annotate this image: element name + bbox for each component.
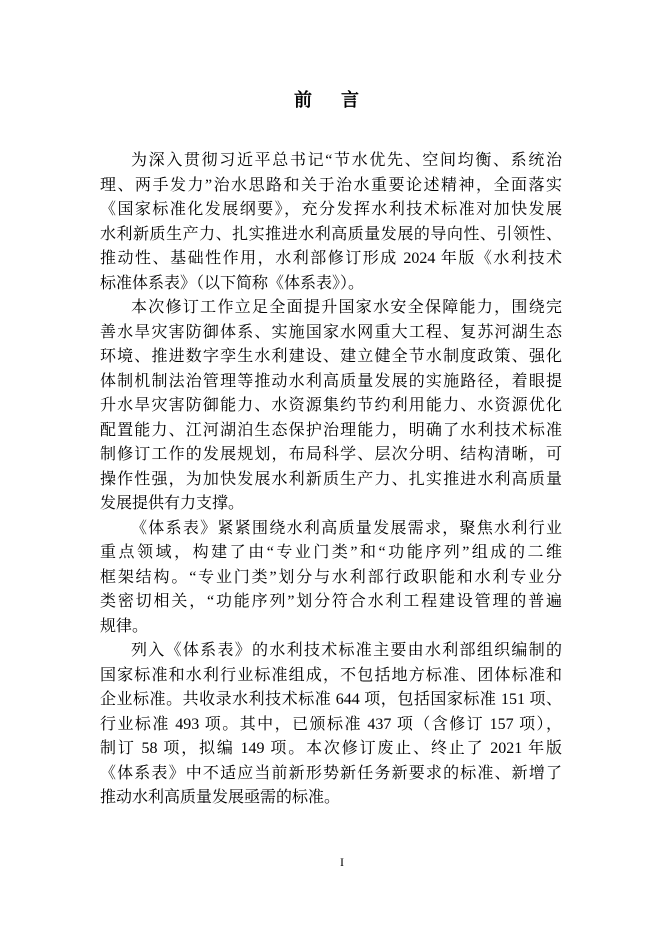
text-line: 列入《体系表》的水利技术标准主要由水利部组织编制的 bbox=[131, 642, 562, 659]
text-line: 制修订工作的发展规划，布局科学、层次分明、结构清晰，可 bbox=[100, 446, 562, 463]
text-line: 本次修订工作立足全面提升国家水安全保障能力，围绕完 bbox=[131, 299, 562, 316]
text-line: 体制机制法治管理等推动水利高质量发展的实施路径，着眼提 bbox=[100, 372, 562, 390]
text-line: 制订 58 项，拟编 149 项。本次修订废止、终止了 2021 年版 bbox=[100, 740, 562, 757]
page-number: I bbox=[340, 855, 344, 869]
document-body bbox=[100, 149, 562, 811]
text-line: 企业标准。共收录水利技术标准 644 项，包括国家标准 151 项、 bbox=[100, 691, 562, 708]
text-line: 升水旱灾害防御能力、水资源集约节约利用能力、水资源优化 bbox=[100, 397, 562, 414]
paragraph bbox=[100, 149, 562, 296]
text-line: 规律。 bbox=[100, 617, 149, 635]
page-title: 前言 bbox=[294, 90, 388, 110]
text-line: 水利新质生产力、扎实推进水利高质量发展的导向性、引领性、 bbox=[100, 225, 562, 243]
text-line: 发展提供有力支撑。 bbox=[100, 495, 245, 512]
text-line: 配置能力、江河湖泊生态保护治理能力，明确了水利技术标准 bbox=[100, 421, 562, 439]
text-line: 重点领域，构建了由“专业门类”和“功能序列”组成的二维 bbox=[100, 544, 562, 561]
text-line: 类密切相关，“功能序列”划分符合水利工程建设管理的普遍 bbox=[100, 593, 562, 610]
text-line: 操作性强，为加快发展水利新质生产力、扎实推进水利高质量 bbox=[100, 470, 562, 488]
text-line: 善水旱灾害防御体系、实施国家水网重大工程、复苏河湖生态 bbox=[100, 323, 562, 341]
text-line: 国家标准和水利行业标准组成，不包括地方标准、团体标准和 bbox=[100, 666, 562, 684]
text-line: 理、两手发力”治水思路和关于治水重要论述精神，全面落实 bbox=[100, 176, 562, 194]
text-line: 框架结构。“专业门类”划分与水利部行政职能和水利专业分 bbox=[100, 568, 562, 586]
text-line: 《国家标准化发展纲要》，充分发挥水利技术标准对加快发展 bbox=[100, 201, 562, 218]
text-line: 推动性、基础性作用，水利部修订形成 2024 年版《水利技术 bbox=[100, 250, 562, 267]
text-line: 《体系表》紧紧围绕水利高质量发展需求，聚焦水利行业 bbox=[131, 519, 562, 537]
paragraph bbox=[100, 517, 562, 640]
paragraph bbox=[100, 639, 562, 811]
text-line: 《体系表》中不适应当前新形势新任务新要求的标准、新增了 bbox=[100, 764, 562, 782]
text-line: 环境、推进数字孪生水利建设、建立健全节水制度政策、强化 bbox=[100, 348, 562, 365]
text-line: 标准体系表》（以下简称《体系表》）。 bbox=[100, 274, 365, 292]
text-line: 行业标准 493 项。其中，已颁标准 437 项（含修订 157 项）， bbox=[100, 715, 562, 733]
paragraph bbox=[100, 296, 562, 517]
text-line: 推动水利高质量发展亟需的标准。 bbox=[100, 789, 341, 806]
text-line: 为深入贯彻习近平总书记“节水优先、空间均衡、系统治 bbox=[131, 152, 562, 169]
